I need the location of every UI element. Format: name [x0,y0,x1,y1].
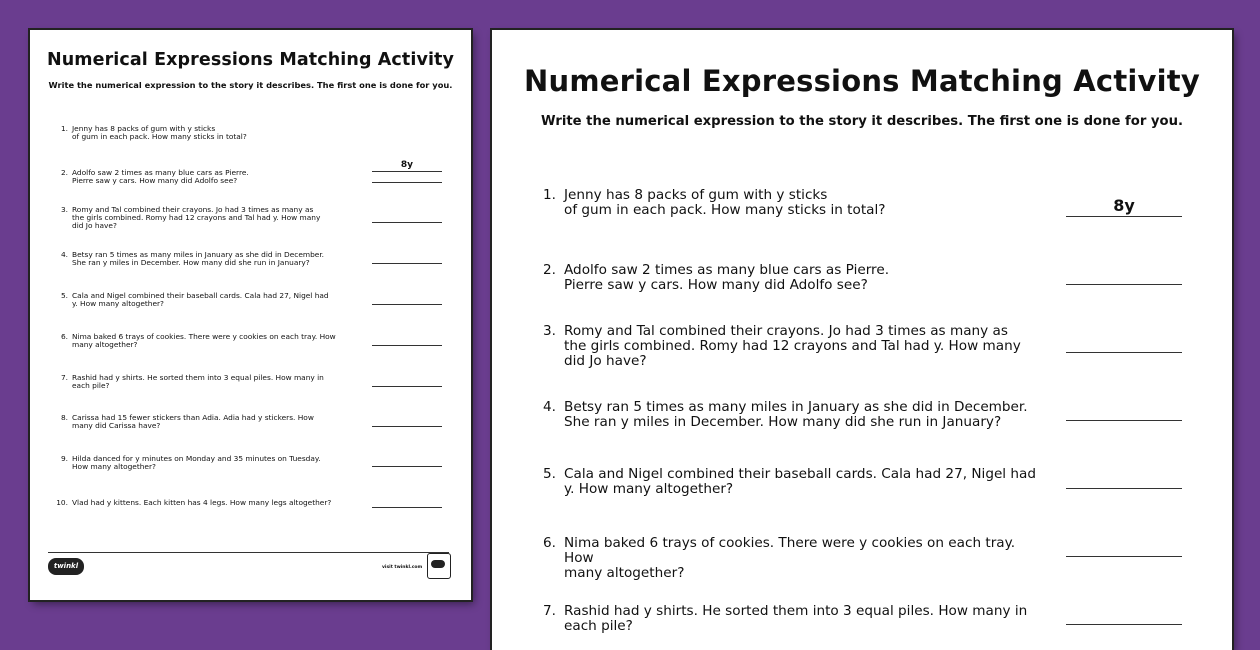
question-text: She ran y miles in December. How many did she run in January? [72,258,310,268]
question-text: many altogether? [72,340,138,350]
question-number: 3. [60,205,68,214]
answer-field-3[interactable] [372,210,442,223]
question-text: Jenny has 8 packs of gum with y sticks [564,187,828,203]
question-text: Nima baked 6 trays of cookies. There were y cookies on each tray. How [72,332,336,341]
question-number: 1. [60,124,68,133]
badge-icon [427,553,451,579]
answer-field-7[interactable] [1066,604,1182,625]
question-text: Cala and Nigel combined their baseball cards. Cala had 27, Nigel had [72,291,329,300]
answer-field-9[interactable] [372,454,442,467]
question-text: each pile? [72,381,110,391]
question-text: many altogether? [564,565,685,581]
answer-field-6[interactable] [372,333,442,346]
question-number: 2. [543,262,556,278]
question-10 [52,499,350,507]
question-text: of gum in each pack. How many sticks in total? [564,202,886,218]
question-text: each pile? [564,618,633,634]
footer-visit-text: visit twinkl.com [382,565,423,570]
instructions: Write the numerical expression to the story it describes. The first one is done for you. [48,80,453,90]
question-number: 9. [60,454,68,463]
question-text: Betsy ran 5 times as many miles in January as she did in December. [72,250,325,259]
question-text: Adolfo saw 2 times as many blue cars as Pierre. [564,262,890,278]
question-number: 3. [543,323,556,339]
answer-field-1[interactable]: 8y [372,159,442,172]
question-text: Hilda danced for y minutes on Monday and 35 minutes on Tuesday. [72,454,321,463]
question-number: 6. [60,332,68,341]
answer-field-4[interactable] [1066,400,1182,421]
question-number: 10. [56,498,68,507]
question-number: 4. [60,250,68,259]
page-title: Numerical Expressions Matching Activity [46,50,455,70]
question-1 [528,188,1048,218]
answer-field-2[interactable] [1066,264,1182,285]
question-6 [528,536,1048,581]
question-text: Rashid had y shirts. He sorted them into 3 equal piles. How many in [72,373,324,382]
question-text: y. How many altogether? [72,299,164,309]
question-text: Nima baked 6 trays of cookies. There were y cookies on each tray. How [564,535,1016,566]
answer-field-10[interactable] [372,495,442,508]
question-number: 2. [60,168,68,177]
question-1 [52,125,350,141]
question-text: Pierre saw y cars. How many did Adolfo see? [564,277,868,293]
question-4 [528,400,1048,430]
question-6 [52,333,350,349]
twinkl-logo: twinkl [48,558,84,575]
question-3 [52,206,350,231]
question-number: 6. [543,535,556,551]
question-number: 7. [60,373,68,382]
question-text: Adolfo saw 2 times as many blue cars as Pierre. [72,168,249,177]
question-text: Betsy ran 5 times as many miles in January as she did in December. [564,399,1028,415]
answer-field-4[interactable] [372,251,442,264]
answer-field-7[interactable] [372,374,442,387]
answer-field-6[interactable] [1066,536,1182,557]
question-number: 7. [543,603,556,619]
worksheet-preview-small [30,30,471,600]
footer-divider [48,552,449,553]
question-text: Rashid had y shirts. He sorted them into 3 equal piles. How many in [564,603,1028,619]
worksheet-zoomed [492,30,1232,650]
question-number: 5. [543,466,556,482]
answer-field-2[interactable] [372,170,442,183]
question-5 [528,467,1048,497]
question-2 [52,169,350,185]
question-text: Romy and Tal combined their crayons. Jo had 3 times as many as [564,323,1008,339]
question-text: Jenny has 8 packs of gum with y sticks [72,124,216,133]
question-3 [528,324,1048,369]
answer-field-5[interactable] [372,292,442,305]
question-text: did Jo have? [72,221,117,231]
answer-field-3[interactable] [1066,332,1182,353]
question-text: Cala and Nigel combined their baseball cards. Cala had 27, Nigel had [564,466,1036,482]
question-text: She ran y miles in December. How many did she run in January? [564,414,1002,430]
question-number: 4. [543,399,556,415]
question-text: did Jo have? [564,353,647,369]
question-number: 1. [543,187,556,203]
question-4 [52,251,350,267]
question-text: the girls combined. Romy had 12 crayons and Tal had y. How many [72,213,321,223]
question-8 [52,414,350,430]
page-title: Numerical Expressions Matching Activity [524,64,1200,98]
question-text: y. How many altogether? [564,481,734,497]
answer-field-5[interactable] [1066,468,1182,489]
question-7 [52,374,350,390]
question-text: Pierre saw y cars. How many did Adolfo see? [72,176,238,186]
answer-field-1[interactable]: 8y [1066,196,1182,217]
question-2 [528,263,1048,293]
question-5 [52,292,350,308]
instructions: Write the numerical expression to the story it describes. The first one is done for you. [541,114,1183,129]
question-text: of gum in each pack. How many sticks in total? [72,132,247,142]
question-text: Vlad had y kittens. Each kitten has 4 legs. How many legs altogether? [72,498,332,507]
question-9 [52,455,350,471]
question-text: How many altogether? [72,462,156,472]
question-text: Romy and Tal combined their crayons. Jo had 3 times as many as [72,205,314,214]
question-number: 8. [60,413,68,422]
question-text: Carissa had 15 fewer stickers than Adia. Adia had y stickers. How [72,413,314,422]
answer-field-8[interactable] [372,414,442,427]
question-text: the girls combined. Romy had 12 crayons and Tal had y. How many [564,338,1021,354]
question-text: many did Carissa have? [72,421,161,431]
question-number: 5. [60,291,68,300]
